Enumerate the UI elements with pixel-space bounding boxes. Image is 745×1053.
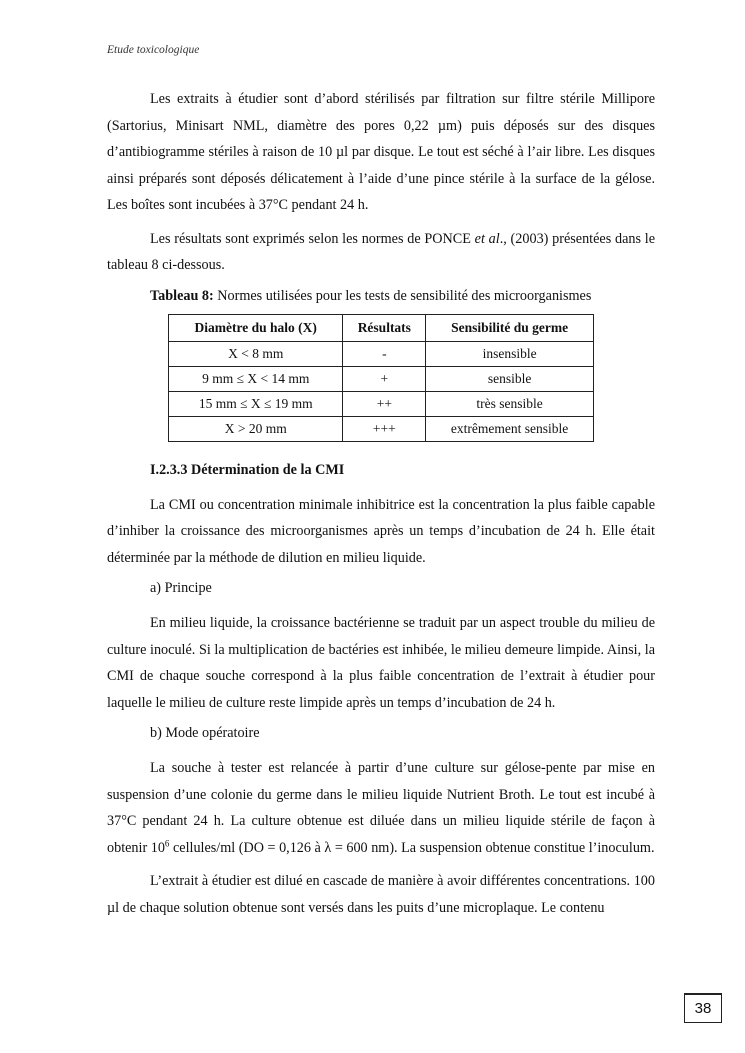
list-item-principe: a) Principe — [150, 580, 212, 596]
page-number: 38 — [684, 993, 722, 1023]
table-row — [169, 416, 594, 441]
table-cell: - — [343, 341, 426, 366]
table-row — [169, 391, 594, 416]
table-row — [169, 341, 594, 366]
table-header-cell: Diamètre du halo (X) — [169, 314, 343, 341]
table-cell: 15 mm ≤ X ≤ 19 mm — [169, 391, 343, 416]
paragraph-cmi-definition: La CMI ou concentration minimale inhibitrice est la concentration la plus faible capable d’inhiber la croissance des microorganismes après un temps d’incubation de 24 h. Elle était déterminée par la méthode de dilution en milieu liquide. — [107, 496, 655, 566]
table-caption-label: Tableau 8: — [150, 287, 214, 304]
sensitivity-table — [168, 314, 594, 442]
table-caption-text: Normes utilisées pour les tests de sensibilité des microorganismes — [213, 287, 592, 304]
table-header-cell: Sensibilité du germe — [426, 314, 594, 341]
table-header-row — [169, 314, 594, 341]
table-caption — [150, 286, 655, 306]
table-cell: extrêmement sensible — [426, 416, 594, 441]
table-cell: ++ — [343, 391, 426, 416]
table-cell: 9 mm ≤ X < 14 mm — [169, 366, 343, 391]
table-cell: insensible — [426, 341, 594, 366]
superscript-exponent: 6 — [164, 837, 170, 848]
table-cell: +++ — [343, 416, 426, 441]
paragraph-mode-text-2: cellules/ml (DO = 0,126 à λ = 600 nm). La suspension obtenue constitue l’inoculum. — [169, 839, 655, 856]
table-cell: X > 20 mm — [169, 416, 343, 441]
paragraph-mode-operatoire — [107, 755, 655, 861]
running-header: Etude toxicologique — [107, 44, 200, 56]
paragraph-mode-text-1: La souche à tester est relancée à partir d’une culture sur gélose-pente par mise en suspension d’une colonie du germe dans le milieu liquide Nutrient Broth. Le tout est incubé à 37°C pendant 24 h. La culture obtenue est diluée dans un milieu liquide stérile de façon à obtenir 10 — [107, 760, 655, 856]
paragraph-results — [107, 226, 655, 279]
paragraph-dilution: L’extrait à étudier est dilué en cascade de manière à avoir différentes concentrations. 100 µl de chaque solution obtenue sont versés dans les puits d’une microplaque. Le contenu — [107, 873, 655, 916]
paragraph-sterilisation: Les extraits à étudier sont d’abord stérilisés par filtration sur filtre stérile Millipore (Sartorius, Minisart NML, diamètre des pores 0,22 µm) puis déposés sur des disques d’antibiogramme stériles à raison de 10 µl par disque. Le tout est séché à l’air libre. Les disques ainsi préparés sont déposés délicatement à l’aide d’une pince stérile à la surface de la gélose. Les boîtes sont incubées à 37°C pendant 24 h. — [107, 91, 655, 213]
page-body — [107, 86, 655, 928]
table-cell: sensible — [426, 366, 594, 391]
table-header-cell: Résultats — [343, 314, 426, 341]
table-cell: très sensible — [426, 391, 594, 416]
paragraph-principe: En milieu liquide, la croissance bactérienne se traduit par un aspect trouble du milieu de culture inoculé. Si la multiplication de bactéries est inhibée, le milieu demeure limpide. Ainsi, la CMI de chaque souche correspond à la plus faible concentration de l’extrait à étudier pour laquelle le milieu de culture reste limpide après un temps d’incubation de 24 h. — [107, 615, 655, 711]
table-cell: X < 8 mm — [169, 341, 343, 366]
paragraph-results-text-2: ., (2003) présentées dans le tableau 8 ci-dessous. — [107, 230, 655, 273]
list-item-mode-operatoire: b) Mode opératoire — [150, 725, 260, 741]
section-heading: I.2.3.3 Détermination de la CMI — [150, 461, 345, 478]
table-cell: + — [343, 366, 426, 391]
table-row — [169, 366, 594, 391]
paragraph-results-text-1: Les résultats sont exprimés selon les normes de PONCE — [150, 230, 475, 247]
paragraph-results-italic: et al — [474, 230, 500, 247]
